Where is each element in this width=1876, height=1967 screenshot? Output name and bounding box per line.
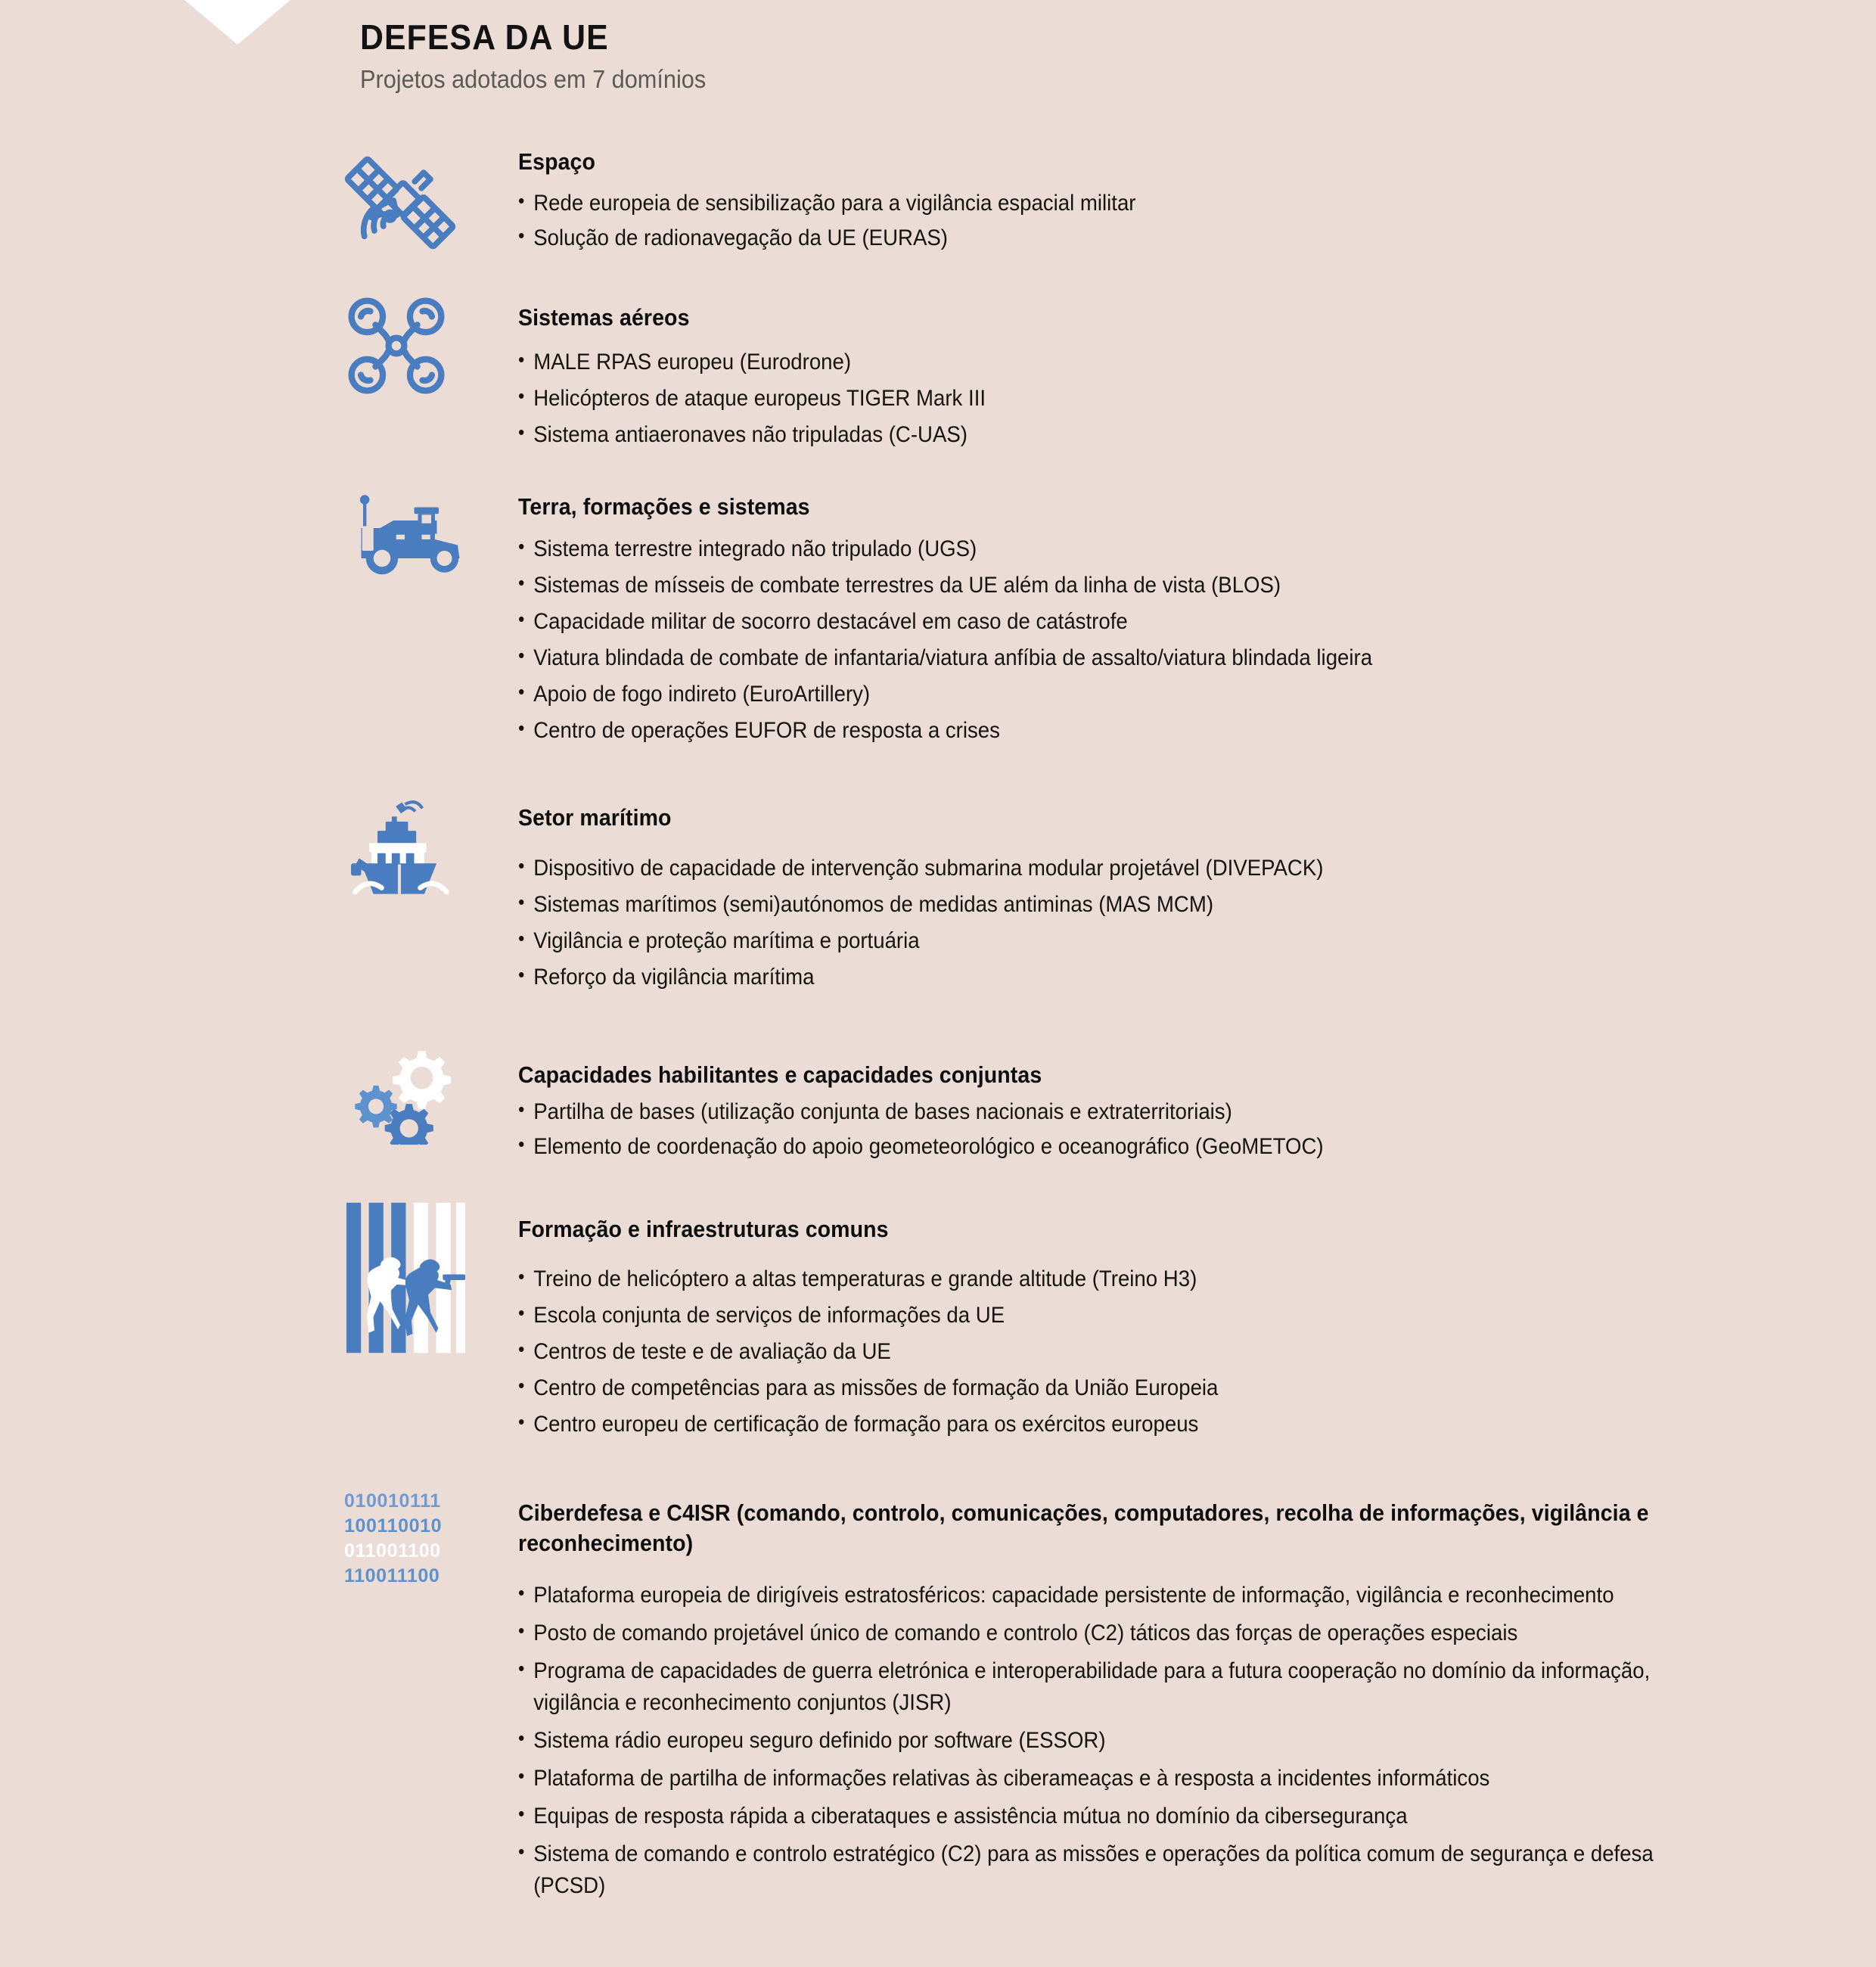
page-subtitle: Projetos adotados em 7 domínios	[360, 64, 707, 93]
list-item: • Equipas de resposta rápida a ciberataques e assistência mútua no domínio da cibersegurança	[518, 1801, 1684, 1832]
list-item: • Vigilância e proteção marítima e portuária	[518, 925, 1684, 957]
list-item: • Helicópteros de ataque europeus TIGER Mark III	[518, 383, 1684, 415]
section-title-formacao: Formação e infraestruturas comuns	[518, 1215, 889, 1242]
soldiers-training-icon	[344, 1202, 465, 1353]
sections-list	[0, 145, 1876, 1908]
list-item: • Capacidade militar de socorro destacável em caso de catástrofe	[518, 606, 1684, 638]
list-item: • Rede europeia de sensibilização para a vigilância espacial militar	[518, 188, 1684, 219]
list-item: • Dispositivo de capacidade de intervenção submarina modular projetável (DIVEPACK)	[518, 853, 1684, 884]
text-container-formacao	[518, 1198, 1876, 1446]
binary-line: 100110010	[344, 1515, 443, 1537]
list-item: • Plataforma de partilha de informações relativas às ciberameaças e à resposta a incidentes informáticos	[518, 1763, 1684, 1795]
section-sistemas-aereos	[0, 289, 1876, 455]
binary-line: 011001100	[344, 1540, 441, 1562]
bullet-list-formacao	[518, 1263, 1785, 1440]
list-item: • Plataforma europeia de dirigíveis estratosféricos: capacidade persistente de informação, vigilância e reconhecimento	[518, 1580, 1684, 1611]
list-item: • Centros de teste e de avaliação da UE	[518, 1336, 1684, 1368]
list-item: • Centro de competências para as missões de formação da União Europeia	[518, 1372, 1684, 1404]
list-item: • Reforço da vigilância marítima	[518, 962, 1684, 993]
icon-container-maritimo	[344, 788, 518, 898]
icon-container-formacao	[344, 1198, 518, 1353]
list-item: • Sistema rádio europeu seguro definido por software (ESSOR)	[518, 1725, 1684, 1757]
bullet-list-terra	[518, 533, 1785, 747]
page-header	[360, 18, 1646, 93]
section-espaco	[0, 145, 1876, 259]
list-item: • Programa de capacidades de guerra eletrónica e interoperabilidade para a futura cooperação no domínio da informação, vigilância e reconhecimento conjuntos (JISR)	[518, 1655, 1684, 1719]
text-container-maritimo	[518, 788, 1876, 998]
warship-icon	[344, 792, 458, 898]
bullet-list-ciberdefesa	[518, 1580, 1785, 1902]
list-item: • Elemento de coordenação do apoio geometeorológico e oceanográfico (GeoMETOC)	[518, 1131, 1684, 1163]
list-item: • Centro europeu de certificação de formação para os exércitos europeus	[518, 1409, 1684, 1440]
section-ciberdefesa	[0, 1481, 1876, 1907]
bullet-list-capacidades	[518, 1096, 1785, 1163]
list-item: • Centro de operações EUFOR de resposta a crises	[518, 715, 1684, 747]
section-capacidades	[0, 1034, 1876, 1166]
list-item: • Sistemas marítimos (semi)autónomos de medidas antiminas (MAS MCM)	[518, 889, 1684, 921]
icon-container-espaco	[344, 145, 518, 259]
list-item: • Treino de helicóptero a altas temperaturas e grande altitude (Treino H3)	[518, 1263, 1684, 1295]
section-terra	[0, 486, 1876, 752]
armored-vehicle-icon	[344, 490, 465, 585]
list-item: • Apoio de fogo indireto (EuroArtillery)	[518, 679, 1684, 710]
section-formacao	[0, 1198, 1876, 1446]
binary-code-icon	[344, 1486, 442, 1589]
page-title: DEFESA DA UE	[360, 17, 609, 57]
bullet-list-maritimo	[518, 853, 1785, 993]
list-item: • Sistema terrestre integrado não tripulado (UGS)	[518, 533, 1684, 565]
corner-triangle-decoration	[185, 0, 290, 45]
list-item: • Posto de comando projetável único de comando e controlo (C2) táticos das forças de operações especiais	[518, 1617, 1684, 1649]
icon-container-sistemas-aereos	[344, 289, 518, 398]
drone-icon	[344, 294, 449, 398]
text-container-espaco	[518, 145, 1876, 257]
binary-line: 110011100	[344, 1565, 440, 1587]
section-maritimo	[0, 788, 1876, 998]
section-title-espaco: Espaço	[518, 148, 596, 175]
gears-icon	[344, 1039, 458, 1145]
icon-container-terra	[344, 486, 518, 585]
text-container-terra	[518, 486, 1876, 752]
section-title-ciberdefesa: Ciberdefesa e C4ISR (comando, controlo, comunicações, computadores, recolha de informações, vigilância e reconhecimento)	[518, 1499, 1649, 1557]
icon-container-ciberdefesa	[344, 1481, 518, 1589]
list-item: • MALE RPAS europeu (Eurodrone)	[518, 346, 1684, 378]
bullet-list-sistemas-aereos	[518, 346, 1785, 451]
binary-line: 010010111	[344, 1490, 441, 1512]
list-item: • Partilha de bases (utilização conjunta de bases nacionais e extraterritoriais)	[518, 1096, 1684, 1128]
text-container-ciberdefesa	[518, 1481, 1876, 1907]
text-container-capacidades	[518, 1034, 1876, 1166]
section-title-sistemas-aereos: Sistemas aéreos	[518, 304, 690, 331]
section-title-capacidades: Capacidades habilitantes e capacidades conjuntas	[518, 1061, 1042, 1089]
text-container-sistemas-aereos	[518, 289, 1876, 455]
satellite-icon	[344, 147, 456, 259]
bullet-list-espaco	[518, 188, 1785, 254]
list-item: • Solução de radionavegação da UE (EURAS)	[518, 222, 1684, 254]
icon-container-capacidades	[344, 1034, 518, 1145]
list-item: • Sistema antiaeronaves não tripuladas (C-UAS)	[518, 419, 1684, 451]
list-item: • Sistema de comando e controlo estratégico (C2) para as missões e operações da política comum de segurança e defesa (PCSD)	[518, 1838, 1684, 1902]
list-item: • Viatura blindada de combate de infantaria/viatura anfíbia de assalto/viatura blindada ligeira	[518, 642, 1684, 674]
list-item: • Sistemas de mísseis de combate terrestres da UE além da linha de vista (BLOS)	[518, 570, 1684, 601]
section-title-maritimo: Setor marítimo	[518, 804, 672, 831]
list-item: • Escola conjunta de serviços de informações da UE	[518, 1300, 1684, 1332]
section-title-terra: Terra, formações e sistemas	[518, 493, 810, 520]
